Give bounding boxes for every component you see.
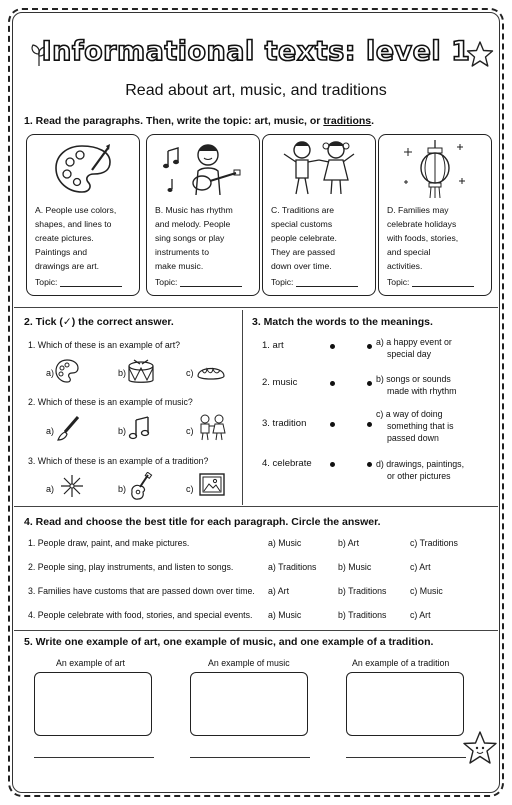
divider xyxy=(14,307,498,308)
palette-icon xyxy=(52,140,114,198)
kids-dancing-icon xyxy=(274,138,364,200)
card-a-line: drawings are art. xyxy=(35,261,100,271)
choice-a[interactable]: a) Music xyxy=(268,610,302,620)
page-subtitle: Read about art, music, and traditions xyxy=(125,82,387,99)
card-c-line: C. Traditions are xyxy=(271,205,335,215)
match-dot-right[interactable] xyxy=(367,381,372,386)
drawing-box-art[interactable] xyxy=(34,672,152,736)
match-meaning: b) songs or sounds made with rhythm xyxy=(376,374,457,396)
question-text: 3. Which of these is an example of a tradition? xyxy=(28,456,209,466)
choice-a[interactable]: a) Art xyxy=(268,586,290,596)
topic-field-d[interactable]: Topic: xyxy=(387,277,474,287)
page-title: Informational texts: level 1 xyxy=(41,36,471,67)
choice-c[interactable]: c) Music xyxy=(410,586,443,596)
choice-c[interactable]: c) Art xyxy=(410,562,431,572)
drawing-box-tradition[interactable] xyxy=(346,672,464,736)
boy-guitar-icon xyxy=(158,139,248,199)
match-meaning: a) a happy event or special day xyxy=(376,337,452,359)
card-b-line: and melody. People xyxy=(155,219,231,229)
section5-heading: 5. Write one example of art, one example of music, and one example of a tradition. xyxy=(24,636,434,648)
card-d-line: with foods, stories, xyxy=(387,233,459,243)
music-notes-icon xyxy=(128,414,154,442)
paragraph-text: 4. People celebrate with food, stories, and special events. xyxy=(28,610,253,620)
paintbrush-icon xyxy=(56,414,82,442)
choice-c[interactable]: c) Traditions xyxy=(410,538,458,548)
card-a-line: create pictures. xyxy=(35,233,94,243)
choice-c[interactable]: c) Art xyxy=(410,610,431,620)
section3-heading: 3. Match the words to the meanings. xyxy=(252,316,433,328)
card-b-line: instruments to xyxy=(155,247,209,257)
writing-line[interactable] xyxy=(346,757,466,758)
match-meaning: c) a way of doing something that is passed down xyxy=(376,409,454,443)
option-letter[interactable]: c) xyxy=(186,426,194,436)
choice-a[interactable]: a) Music xyxy=(268,538,302,548)
divider xyxy=(14,506,498,507)
card-a-line: Paintings and xyxy=(35,247,88,257)
section4-heading: 4. Read and choose the best title for each paragraph. Circle the answer. xyxy=(24,516,381,528)
palette-icon xyxy=(54,358,80,384)
match-dot-left[interactable] xyxy=(330,381,335,386)
writing-line[interactable] xyxy=(34,757,154,758)
match-word: 3. tradition xyxy=(262,418,307,429)
paragraph-card-a xyxy=(26,134,140,296)
card-d-line: activities. xyxy=(387,261,423,271)
picture-frame-icon xyxy=(198,472,226,498)
card-d-line: D. Families may xyxy=(387,205,449,215)
match-dot-right[interactable] xyxy=(367,422,372,427)
question-text: 1. Which of these is an example of art? xyxy=(28,340,181,350)
paragraph-card-d xyxy=(378,134,492,296)
match-word: 1. art xyxy=(262,340,284,351)
paragraph-text: 2. People sing, play instruments, and listen to songs. xyxy=(28,562,234,572)
option-letter[interactable]: c) xyxy=(186,484,194,494)
match-dot-left[interactable] xyxy=(330,462,335,467)
fireworks-icon xyxy=(58,472,86,500)
drum-icon xyxy=(126,358,156,386)
box-label-music: An example of music xyxy=(208,658,290,668)
match-word: 4. celebrate xyxy=(262,458,312,469)
card-a-line: shapes, and lines to xyxy=(35,219,112,229)
paragraph-text: 1. People draw, paint, and make pictures. xyxy=(28,538,190,548)
option-letter[interactable]: b) xyxy=(118,426,127,436)
option-letter[interactable]: b) xyxy=(118,484,127,494)
divider xyxy=(242,310,243,505)
paragraph-text: 3. Families have customs that are passed down over time. xyxy=(28,586,255,596)
section1-instruction: 1. Read the paragraphs. Then, write the topic: art, music, or traditions. xyxy=(24,115,375,127)
lantern-icon xyxy=(400,138,470,200)
match-meaning: d) drawings, paintings, or other pictures xyxy=(376,459,465,481)
section2-heading: 2. Tick (✓) the correct answer. xyxy=(24,316,174,328)
match-word: 2. music xyxy=(262,377,298,388)
guitar-icon xyxy=(128,472,154,502)
card-b-line: sing songs or play xyxy=(155,233,225,243)
match-dot-left[interactable] xyxy=(330,422,335,427)
option-letter[interactable]: c) xyxy=(186,368,194,378)
paragraph-card-b xyxy=(146,134,260,296)
card-c-line: They are passed xyxy=(271,247,336,257)
kids-icon xyxy=(196,412,228,442)
topic-field-c[interactable]: Topic: xyxy=(271,277,358,287)
writing-line[interactable] xyxy=(190,757,310,758)
option-letter[interactable]: a) xyxy=(46,484,55,494)
paragraph-card-c xyxy=(262,134,376,296)
card-a-line: A. People use colors, xyxy=(35,205,117,215)
divider xyxy=(14,630,498,631)
box-label-tradition: An example of a tradition xyxy=(352,658,450,668)
question-text: 2. Which of these is an example of music? xyxy=(28,397,193,407)
choice-b[interactable]: b) Traditions xyxy=(338,610,387,620)
box-label-art: An example of art xyxy=(56,658,125,668)
smiling-star-icon xyxy=(462,730,498,766)
card-b-line: make music. xyxy=(155,261,204,271)
choice-b[interactable]: b) Music xyxy=(338,562,372,572)
choice-a[interactable]: a) Traditions xyxy=(268,562,317,572)
topic-field-b[interactable]: Topic: xyxy=(155,277,242,287)
choice-b[interactable]: b) Traditions xyxy=(338,586,387,596)
choice-b[interactable]: b) Art xyxy=(338,538,360,548)
match-dot-right[interactable] xyxy=(367,462,372,467)
card-c-line: special customs xyxy=(271,219,333,229)
match-dot-left[interactable] xyxy=(330,344,335,349)
option-letter[interactable]: b) xyxy=(118,368,127,378)
dumpling-icon xyxy=(196,358,226,384)
drawing-box-music[interactable] xyxy=(190,672,308,736)
option-letter[interactable]: a) xyxy=(46,368,55,378)
topic-field-a[interactable]: Topic: xyxy=(35,277,122,287)
option-letter[interactable]: a) xyxy=(46,426,55,436)
card-d-line: celebrate holidays xyxy=(387,219,457,229)
card-b-line: B. Music has rhythm xyxy=(155,205,233,215)
card-d-line: and special xyxy=(387,247,431,257)
match-dot-right[interactable] xyxy=(367,344,372,349)
card-c-line: people celebrate. xyxy=(271,233,337,243)
card-c-line: down over time. xyxy=(271,261,332,271)
